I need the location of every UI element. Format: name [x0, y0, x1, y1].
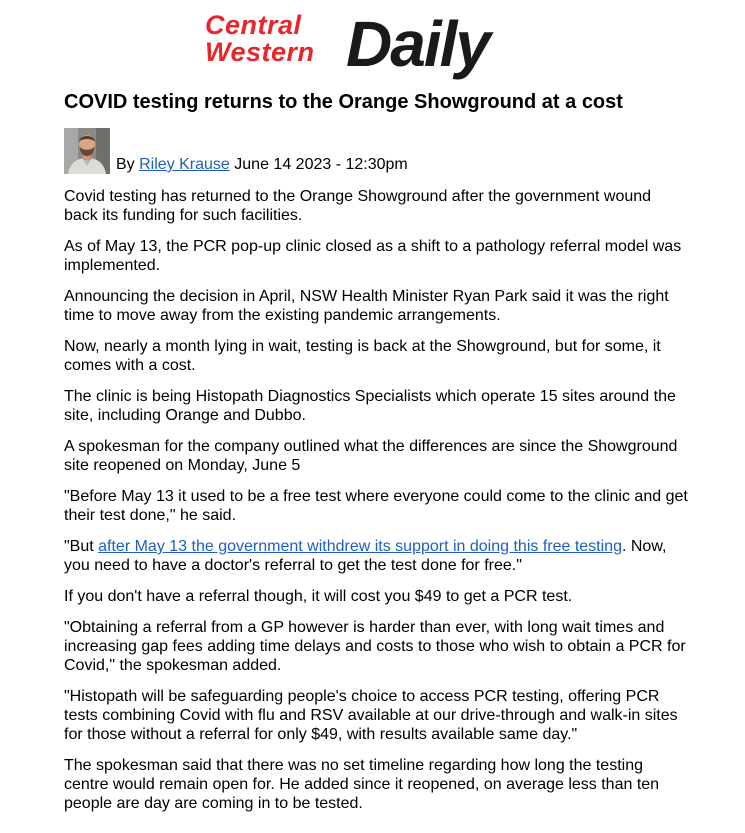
masthead-word-daily: Daily [346, 8, 489, 80]
byline [64, 124, 408, 174]
article-paragraph: A spokesman for the company outlined what the differences are since the Showground site reopened on Monday, June 5 [64, 438, 678, 474]
author-link[interactable]: Riley Krause [139, 156, 230, 173]
funding-withdrawn-link[interactable]: after May 13 the government withdrew its support in doing this free testing [98, 538, 622, 555]
article-paragraph: As of May 13, the PCR pop-up clinic closed as a shift to a pathology referral model was implemented. [64, 238, 682, 274]
link-paragraph-before: "But [64, 538, 99, 555]
masthead-line-western: Western [205, 37, 315, 67]
article-paragraph: "Before May 13 it used to be a free test where everyone could come to the clinic and get their test done," he said. [64, 488, 688, 524]
article-paragraph: If you don't have a referral though, it will cost you $49 to get a PCR test. [64, 588, 573, 605]
article-title: COVID testing returns to the Orange Showground at a cost [64, 91, 623, 113]
article-body [64, 187, 689, 825]
article-paragraph-with-link [64, 537, 689, 575]
article-paragraph: The spokesman said that there was no set timeline regarding how long the testing centre would remain open for. He added since it reopened, on average less than ten people are day are coming in to be tested. [64, 757, 660, 812]
masthead-line-central: Central [205, 10, 302, 40]
article-paragraph: Now, nearly a month lying in wait, testing is back at the Showground, but for some, it comes with a cost. [64, 338, 661, 374]
author-avatar [64, 128, 110, 174]
article-paragraph: The clinic is being Histopath Diagnostics Specialists which operate 15 sites around the site, including Orange and Dubbo. [64, 388, 676, 424]
article-paragraph: Announcing the decision in April, NSW Health Minister Ryan Park said it was the right time to move away from the existing pandemic arrangements. [64, 288, 669, 324]
publish-date: June 14 2023 - 12:30pm [234, 156, 408, 173]
link-paragraph-after: . Now, you need to have a doctor's referral to get the test done for free." [64, 538, 667, 574]
article-paragraph: "Obtaining a referral from a GP however is harder than ever, with long wait times and increasing gap fees adding time delays and costs to those who wish to obtain a PCR for Covid," the spokesman added. [64, 619, 686, 674]
article-paragraph: "Histopath will be safeguarding people's choice to access PCR testing, offering PCR tests combining Covid with flu and RSV available at our drive-through and walk-in sites for those without a referral for only $49, with results available same day." [64, 688, 678, 743]
masthead-logo [205, 10, 535, 82]
byline-prefix: By [116, 156, 135, 173]
article-paragraph: Covid testing has returned to the Orange Showground after the government wound back its funding for such facilities. [64, 188, 652, 224]
